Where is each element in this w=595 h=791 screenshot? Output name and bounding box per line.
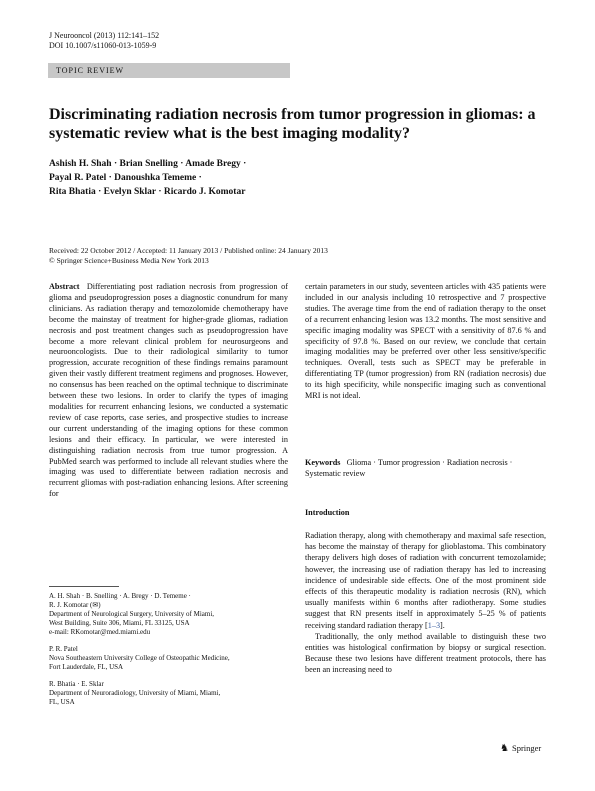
journal-header [49, 31, 159, 51]
publisher-name: Springer [511, 743, 542, 753]
authors-line[interactable]: Ashish H. Shah · Brian Snelling · Amade Bregy · [49, 159, 247, 169]
affiliation-2: P. R. Patel Nova Southeastern University College of Osteopathic Medicine, Fort Lauderdale, FL, USA [49, 645, 230, 671]
received-dates: Received: 22 October 2012 / Accepted: 11 January 2013 / Published online: 24 January 2013 [49, 246, 328, 255]
keywords-label: Keywords [305, 458, 341, 467]
affiliation-3: R. Bhatia · E. Sklar Department of Neuroradiology, University of Miami, Miami, FL, USA [49, 680, 221, 706]
intro-paragraph: Traditionally, the only method available to distinguish these two entities was histological confirmation by biopsy or surgical resection. Because these two lesions have different treatment protocols, there has been an increasing need to [305, 631, 546, 675]
springer-horse-icon: ♞ [500, 743, 509, 754]
copyright: © Springer Science+Business Media New York 2013 [49, 256, 209, 265]
authors-line[interactable]: Payal R. Patel · Danoushka Tememe · [49, 173, 202, 183]
article-title: Discriminating radiation necrosis from tumor progression in gliomas: a systematic review what is the best imaging modality? [49, 106, 536, 142]
introduction-body [305, 530, 546, 676]
footnote-rule [49, 586, 119, 587]
affiliation-1: A. H. Shah · B. Snelling · A. Bregy · D. Tememe · R. J. Komotar (✉) Department of Neurological Surgery, University of Miami, West Building, Suite 306, Miami, FL 33125, USA e-mail: RKomotar@med.miami.edu [49, 592, 215, 636]
abstract-label: Abstract [49, 282, 80, 291]
abstract-right-column: certain parameters in our study, seventeen articles with 435 patients were included in our analysis including 10 retrospective and 7 prospective studies. The average time from the end of radiation therapy to the onset of a recurrent enhancing lesion was 13.2 months. The most sensitive and specific imaging modality was SPECT with a sensitivity of 87.6 % and specificity of 97.8 %. Based on our review, we conclude that certain imaging modalities may be preferred over other less sensitive/specific techniques. Overall, tests such as SPECT may be preferable in differentiating TP (tumor progression) from RN (radiation necrosis) due to its high specificity, while nonspecific imaging such as conventional MRI is not ideal. [305, 282, 546, 401]
abstract-text: Differentiating post radiation necrosis from progression of glioma and pseudoprogression poses a diagnostic conundrum for many clinicians. As radiation therapy and temozolomide chemotherapy have become the mainstay of treatment for higher-grade gliomas, radiation necrosis and post treatment changes such as pseudoprogression have become a more relevant clinical problem for neurosurgeons and neurooncologists. Due to their radiological similarity to tumor progression, accurate recognition of these findings remains paramount given their vastly different treatment regimens and prognoses. However, no consensus has been reached on the optimal technique to discriminate between these two lesions. In order to clarify the types of imaging modalities for recurrent enhancing lesions, we conducted a systematic review of case reports, case series, and prospective studies to increase our current understanding of the imaging options for these common lesions and their efficacy. In particular, we were interested in distinguishing radiation necrosis from true tumor progression. A PubMed search was performed to include all relevant studies where the imaging was used to differentiate between radiation necrosis and recurrent gliomas with post-radiation enhancing lesions. After screening for [49, 282, 288, 499]
affiliations [49, 592, 288, 715]
introduction-heading: Introduction [305, 508, 350, 517]
publisher-logo [500, 743, 541, 754]
citation-link[interactable]: 1–3 [427, 620, 441, 630]
publication-dates [49, 246, 449, 266]
abstract-left-column [49, 282, 288, 500]
journal-citation: J Neurooncol (2013) 112:141–152 [49, 31, 160, 40]
section-tag: TOPIC REVIEW [56, 66, 125, 75]
email-link[interactable]: e-mail: RKomotar@med.miami.edu [49, 628, 151, 636]
authors-line[interactable]: Rita Bhatia · Evelyn Sklar · Ricardo J. Komotar [49, 187, 246, 197]
author-list [49, 157, 349, 199]
section-tag-bar [48, 63, 290, 78]
doi[interactable]: DOI 10.1007/s11060-013-1059-9 [49, 41, 157, 50]
keywords [305, 457, 546, 479]
intro-paragraph: Radiation therapy, along with chemotherapy and maximal safe resection, has become the mainstay of therapy for glioblastoma. This combinatory therapy delivers high doses of radiation with concurrent temozolamide; however, the increasing use of radiation therapy has led to increasing incidence of undesirable side effects. One of the most prominent side effects of this therapeutic modality is radiation necrosis (RN), which usually manifests within 6 months after radiotherapy. Some studies suggest that RN presents itself in approximately 5–25 % of patients receiving standard radiation therapy [1–3]. [305, 531, 546, 630]
keywords-list: Glioma · Tumor progression · Radiation necrosis · Systematic review [305, 458, 513, 478]
